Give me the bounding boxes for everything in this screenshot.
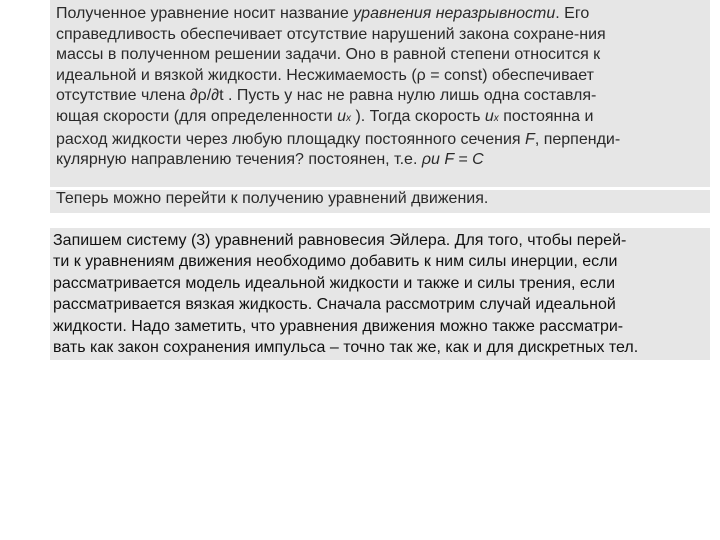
- variable-u: u: [337, 107, 346, 125]
- variable-u: u: [484, 107, 494, 125]
- euler-equations-paragraph: [53, 230, 715, 358]
- text-run: расход жидкости через любую площадку постоянного сечения: [56, 130, 526, 148]
- text-run: постоянна и: [498, 107, 594, 125]
- text-run: ). Тогда скорость: [351, 107, 485, 125]
- text-line: рассматривается модель идеальной жидкости и также и силы трения, если: [53, 274, 616, 292]
- text-line: идеальной и вязкой жидкости. Несжимаемость (ρ = const) обеспечивает: [56, 66, 594, 84]
- text-line: отсутствие члена ∂ρ/∂t . Пусть у нас не равна нулю лишь одна составля-: [56, 87, 597, 105]
- text-run: . Его: [555, 5, 590, 22]
- variable-f: F: [525, 130, 535, 148]
- text-line: [56, 130, 706, 151]
- emphasis-term: уравнения неразрывности: [353, 5, 556, 22]
- text-line: [56, 150, 706, 171]
- text-run: кулярную направлению течения? постоянен, т.е.: [56, 151, 422, 169]
- text-line: Теперь можно перейти к получению уравнений движения.: [56, 190, 489, 207]
- text-line: [56, 4, 706, 25]
- motion-equations-intro: [56, 189, 706, 210]
- text-line: Запишем систему (3) уравнений равновесия Эйлера. Для того, чтобы перей-: [53, 232, 627, 249]
- formula: ρu F = C: [421, 151, 484, 169]
- text-run: ющая скорости (для определенности: [56, 107, 338, 125]
- subscript-x: x: [346, 112, 351, 124]
- text-line: [56, 107, 706, 130]
- text-line: ти к уравнениям движения необходимо добавить к ним силы инерции, если: [53, 253, 618, 271]
- text-line: рассматривается вязкая жидкость. Сначала рассмотрим случай идеальной: [53, 296, 616, 314]
- text-line: вать как закон сохранения импульса – точно так же, как и для дискретных тел.: [53, 339, 639, 357]
- continuity-equation-paragraph: [56, 4, 706, 171]
- text-run: Полученное уравнение носит название: [56, 5, 354, 22]
- text-line: жидкости. Надо заметить, что уравнения движения можно также рассматри-: [53, 317, 624, 335]
- subscript-x: x: [493, 112, 499, 124]
- text-line: справедливость обеспечивает отсутствие нарушений закона сохране-ния: [56, 25, 606, 43]
- text-run: , перпенди-: [534, 130, 621, 148]
- text-line: массы в полученном решении задачи. Оно в равной степени относится к: [56, 46, 601, 64]
